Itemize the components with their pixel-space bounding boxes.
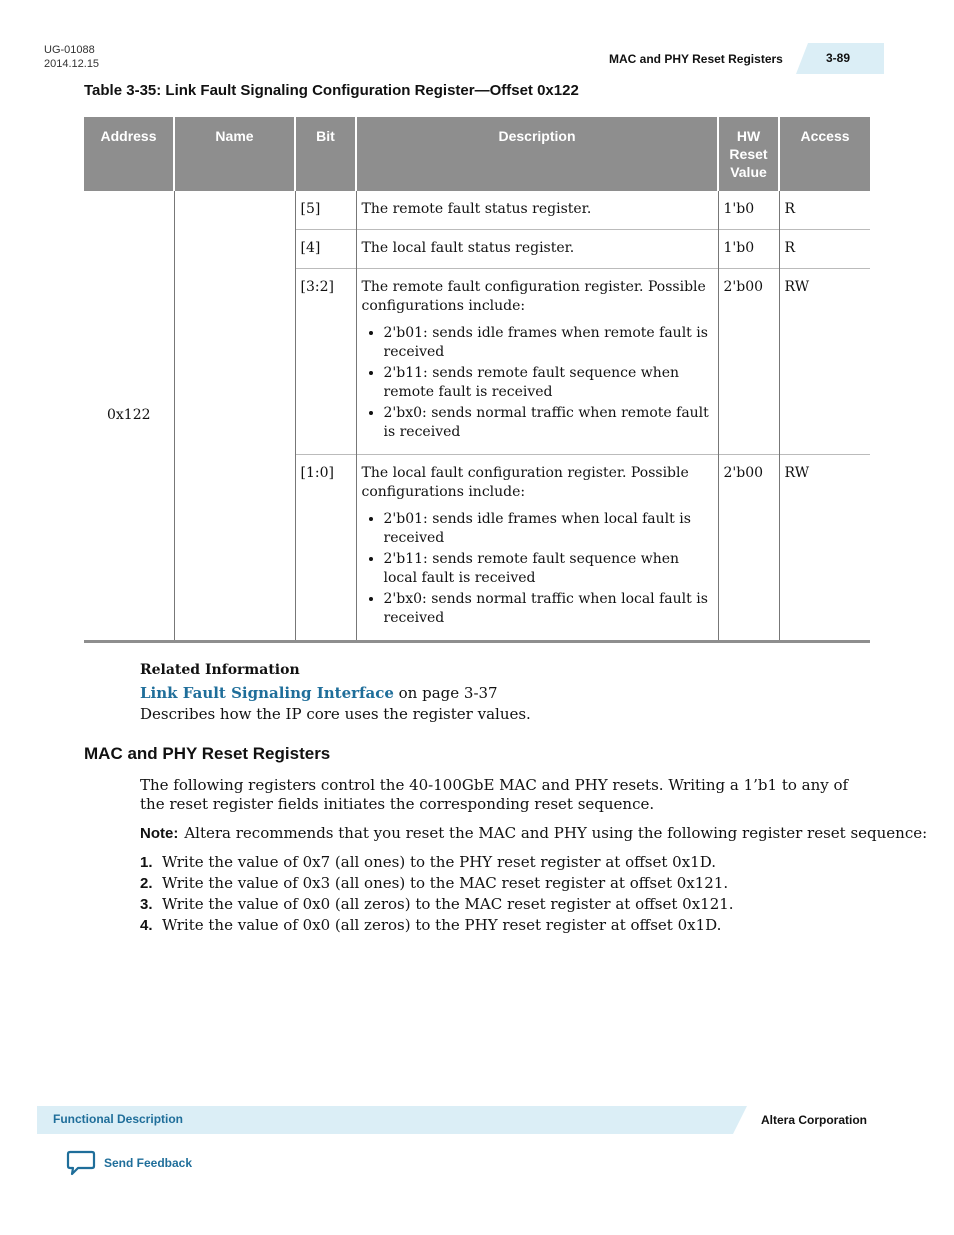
col-header-reset-value: HW Reset Value <box>718 117 779 191</box>
bullet-list <box>362 510 713 628</box>
related-info-link-line <box>140 684 498 702</box>
list-item: • 2'b11: sends remote fault sequence when local fault is received <box>384 550 713 588</box>
description-text: The remote fault status register. <box>361 201 592 217</box>
cell-reset-value: 2'b00 <box>718 455 779 642</box>
section-paragraph: The following registers control the 40-100GbE MAC and PHY resets. Writing a 1’b1 to any of the reset register fields initiates the corresponding reset sequence. <box>140 776 849 813</box>
step-number: 3. <box>140 896 153 913</box>
footer-company: Altera Corporation <box>761 1113 868 1127</box>
cell-bit: [3:2] <box>295 269 356 455</box>
step-number: 2. <box>140 875 153 892</box>
note <box>140 824 927 842</box>
page-number: 3-89 <box>826 51 851 65</box>
table-title: Table 3-35: Link Fault Signaling Configuration Register—Offset 0x122 <box>84 82 579 99</box>
cell-reset-value: 2'b00 <box>718 269 779 455</box>
related-info-title: Related Information <box>140 662 300 678</box>
note-text: Altera recommends that you reset the MAC and PHY using the following register reset sequence: <box>184 824 928 842</box>
cell-description <box>356 455 718 642</box>
col-header-description: Description <box>356 117 718 191</box>
footer-band-corner <box>733 1106 747 1134</box>
cell-description <box>356 269 718 455</box>
cell-description <box>356 191 718 230</box>
cell-bit: [4] <box>295 230 356 269</box>
list-item: • 2'b01: sends idle frames when local fault is received <box>384 510 713 548</box>
list-item <box>140 873 734 894</box>
bullet-list <box>362 324 713 442</box>
step-number: 4. <box>140 917 153 934</box>
header-section-title: MAC and PHY Reset Registers <box>609 52 783 66</box>
list-item: • 2'bx0: sends normal traffic when remote fault is received <box>384 404 713 442</box>
list-item: • 2'bx0: sends normal traffic when local fault is received <box>384 590 713 628</box>
col-header-bit: Bit <box>295 117 356 191</box>
table-row <box>84 191 870 230</box>
list-item: • 2'b01: sends idle frames when remote fault is received <box>384 324 713 362</box>
doc-date: 2014.12.15 <box>44 58 100 70</box>
description-text: The local fault status register. <box>361 240 575 256</box>
cell-access: RW <box>779 455 870 642</box>
col-header-name: Name <box>174 117 295 191</box>
list-item <box>140 894 734 915</box>
cell-name <box>174 191 295 642</box>
related-link-suffix: on page 3-37 <box>393 684 498 702</box>
step-text: Write the value of 0x0 (all zeros) to the MAC reset register at offset 0x121. <box>162 895 734 913</box>
cell-description <box>356 230 718 269</box>
cell-access: RW <box>779 269 870 455</box>
cell-bit: [5] <box>295 191 356 230</box>
step-number: 1. <box>140 854 153 871</box>
step-text: Write the value of 0x7 (all ones) to the PHY reset register at offset 0x1D. <box>162 853 716 871</box>
doc-id-block <box>44 43 99 71</box>
col-header-address: Address <box>84 117 174 191</box>
description-text: The local fault configuration register. Possible configurations include: <box>361 465 689 500</box>
list-item <box>140 852 734 873</box>
header-tab-corner <box>796 43 808 74</box>
cell-address: 0x122 <box>106 406 151 423</box>
link-fault-signaling-link[interactable]: Link Fault Signaling Interface <box>140 684 394 702</box>
send-feedback-link[interactable] <box>66 1150 192 1176</box>
section-heading: MAC and PHY Reset Registers <box>84 744 331 763</box>
list-item <box>140 915 734 936</box>
send-feedback-label: Send Feedback <box>104 1156 193 1170</box>
cell-bit: [1:0] <box>295 455 356 642</box>
note-label: Note: <box>140 825 179 842</box>
cell-access: R <box>779 230 870 269</box>
description-text: The remote fault configuration register. Possible configurations include: <box>361 279 706 314</box>
speech-bubble-icon <box>66 1150 96 1176</box>
list-item: • 2'b11: sends remote fault sequence when remote fault is received <box>384 364 713 402</box>
step-text: Write the value of 0x3 (all ones) to the MAC reset register at offset 0x121. <box>162 874 729 892</box>
footer-section-link[interactable]: Functional Description <box>53 1112 184 1126</box>
step-text: Write the value of 0x0 (all zeros) to the PHY reset register at offset 0x1D. <box>162 916 722 934</box>
table-header-row <box>84 117 870 191</box>
col-header-access: Access <box>779 117 870 191</box>
register-table <box>84 117 870 643</box>
doc-id: UG-01088 <box>44 44 95 56</box>
cell-reset-value: 1'b0 <box>718 191 779 230</box>
related-info-description: Describes how the IP core uses the register values. <box>140 705 531 723</box>
cell-reset-value: 1'b0 <box>718 230 779 269</box>
reset-steps-list <box>140 852 734 936</box>
cell-access: R <box>779 191 870 230</box>
